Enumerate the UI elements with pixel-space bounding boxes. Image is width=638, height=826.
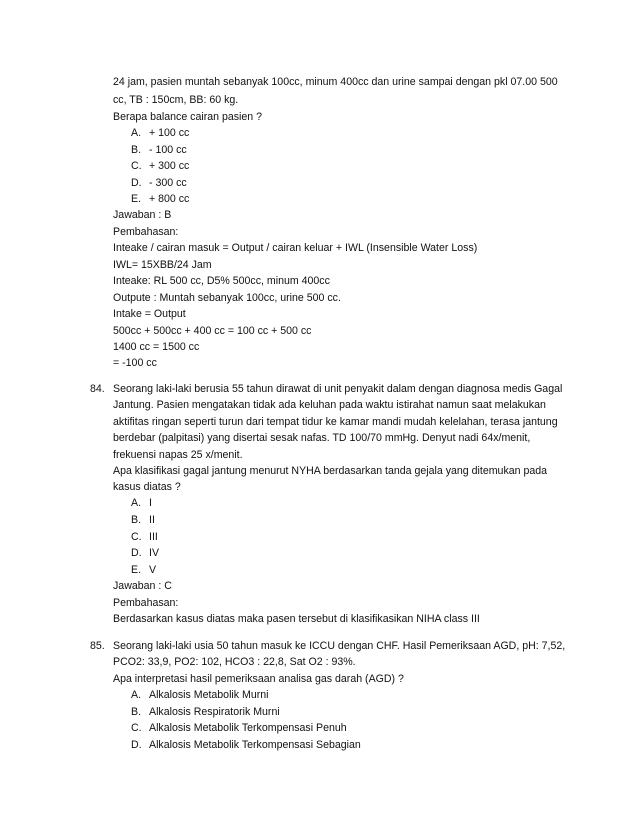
option-text: + 300 cc: [149, 160, 190, 172]
q83-explanation-line: Outpute : Muntah sebanyak 100cc, urine 500 cc.: [113, 292, 341, 304]
q83-explanation-line: 500cc + 500cc + 400 cc = 100 cc + 500 cc: [113, 325, 312, 337]
question-number: 85.: [90, 640, 105, 652]
option-letter: D.: [131, 547, 142, 559]
q85-stem-line: Apa interpretasi hasil pemeriksaan analisa gas darah (AGD) ?: [113, 673, 404, 685]
option-letter: B.: [131, 706, 142, 718]
q83-explanation-line: Intake = Output: [113, 308, 186, 320]
option-letter: E.: [131, 564, 142, 576]
option-letter: A.: [131, 127, 142, 139]
q83-stem-line: Berapa balance cairan pasien ?: [113, 111, 263, 123]
q84-stem-line: berdebar (palpitasi) yang disertai sesak nafas. TD 100/70 mmHg. Denyut nadi 64x/menit,: [113, 432, 531, 444]
q84-explanation-line: Berdasarkan kasus diatas maka pasen tersebut di klasifikasikan NIHA class III: [113, 613, 480, 625]
option-text: + 100 cc: [149, 127, 190, 139]
q84-explanation-heading: Pembahasan:: [113, 597, 179, 609]
option-letter: B.: [131, 144, 142, 156]
option-letter: C.: [131, 531, 142, 543]
question-number: 84.: [90, 383, 105, 395]
q84-stem-line: Apa klasifikasi gagal jantung menurut NYHA berdasarkan tanda gejala yang ditemukan pada: [113, 465, 548, 477]
q83-explanation-line: 1400 cc = 1500 cc: [113, 341, 200, 353]
q84-stem-line: aktifitas ringan seperti turun dari tempat tidur ke kamar mandi mudah kelelahan, terasa jantung: [113, 416, 558, 428]
option-letter: B.: [131, 514, 142, 526]
q84-stem-line: Seorang laki-laki berusia 55 tahun dirawat di unit penyakit dalam dengan diagnosa medis Gagal: [113, 383, 563, 395]
q83-explanation-line: IWL= 15XBB/24 Jam: [113, 259, 212, 271]
option-letter: D.: [131, 739, 142, 751]
option-text: - 100 cc: [149, 144, 187, 156]
option-text: + 800 cc: [149, 193, 190, 205]
q83-answer: Jawaban : B: [113, 209, 172, 221]
q83-explanation-line: Inteake / cairan masuk = Output / cairan keluar + IWL (Insensible Water Loss): [113, 242, 478, 254]
q83-stem-line: 24 jam, pasien muntah sebanyak 100cc, minum 400cc dan urine sampai dengan pkl 07.00 500: [113, 76, 558, 88]
option-letter: A.: [131, 689, 142, 701]
option-text: Alkalosis Metabolik Terkompensasi Sebagian: [149, 739, 361, 751]
q85-stem-line: Seorang laki-laki usia 50 tahun masuk ke ICCU dengan CHF. Hasil Pemeriksaan AGD, pH: 7,52,: [113, 640, 566, 652]
option-letter: A.: [131, 497, 142, 509]
option-text: IV: [149, 547, 160, 559]
q84-stem-line: frekuensi napas 25 x/menit.: [113, 449, 243, 461]
option-text: I: [149, 497, 152, 509]
option-text: Alkalosis Respiratorik Murni: [149, 706, 280, 718]
q85-stem-line: PCO2: 33,9, PO2: 102, HCO3 : 22,8, Sat O2 : 93%.: [113, 656, 356, 668]
q83-explanation-heading: Pembahasan:: [113, 226, 179, 238]
option-letter: D.: [131, 177, 142, 189]
q83-stem-line: cc, TB : 150cm, BB: 60 kg.: [113, 94, 239, 106]
q84-answer: Jawaban : C: [113, 580, 172, 592]
option-letter: E.: [131, 193, 142, 205]
option-text: - 300 cc: [149, 177, 187, 189]
q83-explanation-line: = -100 cc: [113, 357, 157, 369]
q84-stem-line: kasus diatas ?: [113, 481, 181, 493]
option-text: V: [149, 564, 157, 576]
option-text: III: [149, 531, 158, 543]
option-text: Alkalosis Metabolik Terkompensasi Penuh: [149, 722, 347, 734]
q84-stem-line: Jantung. Pasien mengatakan tidak ada keluhan pada waktu istirahat namun saat melakukan: [113, 399, 546, 411]
option-text: II: [149, 514, 155, 526]
option-text: Alkalosis Metabolik Murni: [149, 689, 269, 701]
option-letter: C.: [131, 160, 142, 172]
q83-explanation-line: Inteake: RL 500 cc, D5% 500cc, minum 400cc: [113, 275, 330, 287]
option-letter: C.: [131, 722, 142, 734]
